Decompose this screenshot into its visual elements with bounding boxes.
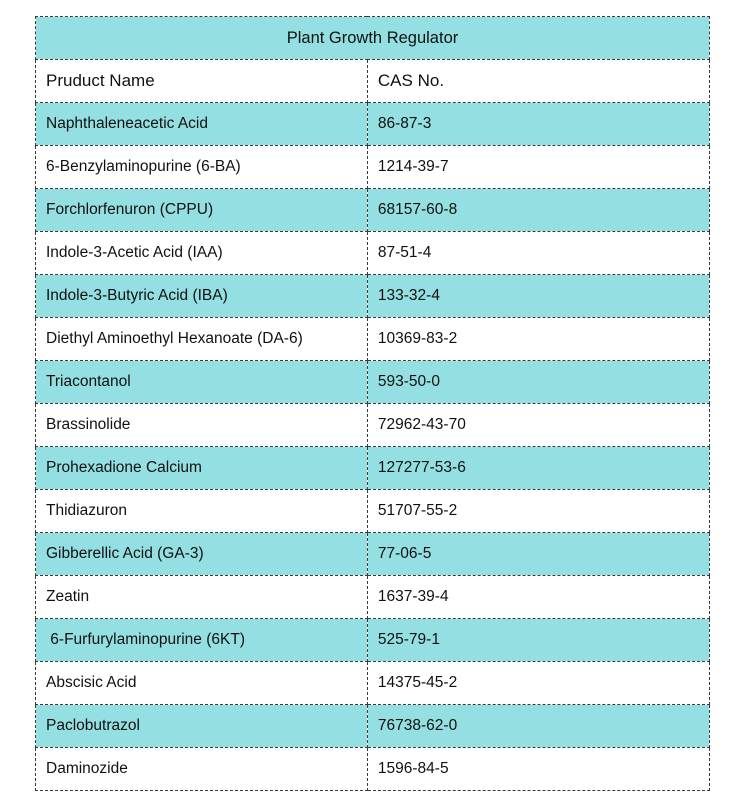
- table-row: [36, 447, 710, 490]
- cas-number-cell: 1596-84-5: [367, 748, 709, 791]
- cas-number-cell: 1214-39-7: [367, 146, 709, 189]
- product-name-cell: Gibberellic Acid (GA-3): [36, 533, 368, 576]
- product-name-cell: Naphthaleneacetic Acid: [36, 103, 368, 146]
- header-product-name: Pruduct Name: [36, 60, 368, 103]
- cas-number-cell: 14375-45-2: [367, 662, 709, 705]
- table-row: [36, 275, 710, 318]
- product-name-cell: Indole-3-Acetic Acid (IAA): [36, 232, 368, 275]
- table-row: [36, 490, 710, 533]
- table-row: [36, 533, 710, 576]
- cas-number-cell: 76738-62-0: [367, 705, 709, 748]
- cas-number-cell: 68157-60-8: [367, 189, 709, 232]
- table-row: [36, 189, 710, 232]
- cas-number-cell: 86-87-3: [367, 103, 709, 146]
- plant-growth-regulator-table: [35, 16, 710, 791]
- product-name-cell: 6-Benzylaminopurine (6-BA): [36, 146, 368, 189]
- table-header-row: [36, 60, 710, 103]
- table-row: [36, 576, 710, 619]
- cas-number-cell: 72962-43-70: [367, 404, 709, 447]
- table-row: [36, 705, 710, 748]
- table-row: [36, 404, 710, 447]
- table-title-row: [36, 17, 710, 60]
- plant-growth-regulator-table-container: [35, 16, 710, 791]
- product-name-cell: Prohexadione Calcium: [36, 447, 368, 490]
- table-row: [36, 361, 710, 404]
- cas-number-cell: 127277-53-6: [367, 447, 709, 490]
- header-cas-number: CAS No.: [367, 60, 709, 103]
- table-row: [36, 232, 710, 275]
- product-name-cell: Thidiazuron: [36, 490, 368, 533]
- table-row: [36, 103, 710, 146]
- cas-number-cell: 1637-39-4: [367, 576, 709, 619]
- product-name-cell: Diethyl Aminoethyl Hexanoate (DA-6): [36, 318, 368, 361]
- product-name-cell: Forchlorfenuron (CPPU): [36, 189, 368, 232]
- product-name-cell: Triacontanol: [36, 361, 368, 404]
- table-title: Plant Growth Regulator: [36, 17, 710, 60]
- cas-number-cell: 87-51-4: [367, 232, 709, 275]
- cas-number-cell: 10369-83-2: [367, 318, 709, 361]
- table-row: [36, 318, 710, 361]
- product-name-cell: Indole-3-Butyric Acid (IBA): [36, 275, 368, 318]
- product-name-cell: Daminozide: [36, 748, 368, 791]
- product-name-cell: 6-Furfurylaminopurine (6KT): [36, 619, 368, 662]
- cas-number-cell: 51707-55-2: [367, 490, 709, 533]
- table-row: [36, 146, 710, 189]
- cas-number-cell: 525-79-1: [367, 619, 709, 662]
- product-name-cell: Paclobutrazol: [36, 705, 368, 748]
- cas-number-cell: 593-50-0: [367, 361, 709, 404]
- table-row: [36, 662, 710, 705]
- table-row: [36, 619, 710, 662]
- product-name-cell: Brassinolide: [36, 404, 368, 447]
- cas-number-cell: 133-32-4: [367, 275, 709, 318]
- cas-number-cell: 77-06-5: [367, 533, 709, 576]
- table-row: [36, 748, 710, 791]
- product-name-cell: Zeatin: [36, 576, 368, 619]
- product-name-cell: Abscisic Acid: [36, 662, 368, 705]
